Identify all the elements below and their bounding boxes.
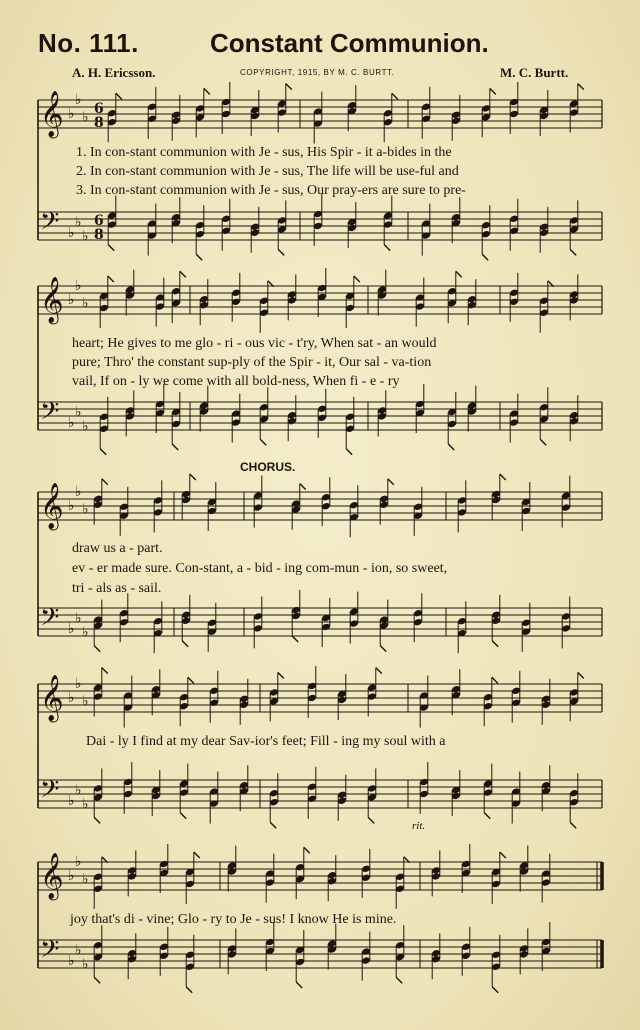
flat-icon: ♭ xyxy=(75,92,82,108)
note-flag xyxy=(346,449,352,455)
note-flag xyxy=(380,646,386,652)
flat-icon: ♭ xyxy=(68,953,75,969)
flat-icon: ♭ xyxy=(82,796,89,813)
note-flag xyxy=(180,813,186,819)
note-flag xyxy=(396,977,402,983)
flat-icon: ♭ xyxy=(82,228,89,245)
note-flag xyxy=(492,677,498,683)
note-flag xyxy=(296,982,302,988)
time-signature: 8 xyxy=(94,115,104,131)
treble-clef-icon: 𝄞 xyxy=(40,853,64,899)
flat-icon: ♭ xyxy=(82,418,89,435)
flat-icon: ♭ xyxy=(82,956,89,973)
note-flag xyxy=(278,672,284,678)
flat-icon: ♭ xyxy=(68,621,75,637)
note-flag xyxy=(500,474,506,480)
note-flag xyxy=(492,641,498,647)
lyric-verse2-line3: ev - er made sure. Con-stant, a - bid - ing com-mun - ion, so sweet, xyxy=(72,561,448,576)
note-flag xyxy=(570,822,576,828)
lyric-verse2-line1: 2. In con-stant communion with Je - sus, The life will be use-ful and xyxy=(76,164,459,179)
hymn-title: Constant Communion. xyxy=(210,28,489,58)
flat-icon: ♭ xyxy=(68,868,75,884)
flat-icon: ♭ xyxy=(75,610,82,627)
time-signature: 6 xyxy=(94,101,104,117)
note-flag xyxy=(180,271,186,277)
note-flag xyxy=(270,822,276,828)
flat-icon: ♭ xyxy=(68,292,75,308)
time-signature: 6 xyxy=(94,213,104,229)
lyric-verse1-line3: draw us a - part. xyxy=(72,541,163,556)
note-flag xyxy=(94,646,100,652)
bass-clef-icon: 𝄢 xyxy=(40,397,60,432)
note-flag xyxy=(368,817,374,823)
note-flag xyxy=(482,254,488,260)
note-flag xyxy=(304,847,310,853)
flat-icon: ♭ xyxy=(82,295,89,312)
note-flag xyxy=(492,987,498,993)
note-flag xyxy=(354,276,360,282)
flat-icon: ♭ xyxy=(68,498,75,514)
note-flag xyxy=(384,245,390,251)
note-flag xyxy=(484,813,490,819)
note-flag xyxy=(278,249,284,255)
note-flag xyxy=(116,93,122,99)
note-flag xyxy=(456,271,462,277)
note-flag xyxy=(500,852,506,858)
note-flag xyxy=(490,88,496,94)
note-flag xyxy=(108,245,114,251)
lyric-verse3-line2: vail, If on - ly we come with all bold-ness, When fi - e - ry xyxy=(72,374,400,389)
flat-icon: ♭ xyxy=(75,404,82,421)
bass-clef-icon: 𝄢 xyxy=(40,935,60,970)
flat-icon: ♭ xyxy=(68,106,75,122)
note-flag xyxy=(260,439,266,445)
note-flag xyxy=(292,636,298,642)
copyright-notice: COPYRIGHT, 1915, BY M. C. BURTT. xyxy=(240,68,395,77)
flat-icon: ♭ xyxy=(75,214,82,231)
flat-icon: ♭ xyxy=(82,871,89,888)
lyric-chorus-line1: Dai - ly I find at my dear Sav-ior's feet; Fill - ing my soul with a xyxy=(86,734,446,749)
flat-icon: ♭ xyxy=(82,501,89,518)
note-flag xyxy=(204,88,210,94)
note-flag xyxy=(172,444,178,450)
note-flag xyxy=(102,668,108,674)
note-flag xyxy=(578,84,584,90)
note-flag xyxy=(102,479,108,485)
chorus-label: CHORUS. xyxy=(240,460,296,474)
flat-icon: ♭ xyxy=(75,278,82,294)
lyric-verse2-line2: pure; Thro' the constant sup-ply of the Spir - it, Our sal - va-tion xyxy=(72,355,432,370)
composer-credit: M. C. Burtt. xyxy=(500,65,569,80)
note-flag xyxy=(540,439,546,445)
lyric-verse1-line2: heart; He gives to me glo - ri - ous vic - t'ry, When sat - an would xyxy=(72,336,437,351)
note-flag xyxy=(448,444,454,450)
flat-icon: ♭ xyxy=(68,690,75,706)
flat-icon: ♭ xyxy=(75,854,82,870)
time-signature: 8 xyxy=(94,227,104,243)
note-flag xyxy=(94,817,100,823)
treble-clef-icon: 𝄞 xyxy=(40,277,64,323)
flat-icon: ♭ xyxy=(75,676,82,692)
flat-icon: ♭ xyxy=(82,693,89,710)
note-flag xyxy=(300,484,306,490)
note-flag xyxy=(100,449,106,455)
flat-icon: ♭ xyxy=(68,225,75,241)
note-flag xyxy=(388,479,394,485)
note-flag xyxy=(108,276,114,282)
treble-clef-icon: 𝄞 xyxy=(40,483,64,529)
note-flag xyxy=(286,84,292,90)
ritardando-mark: rit. xyxy=(412,820,426,832)
note-flag xyxy=(196,254,202,260)
note-flag xyxy=(392,93,398,99)
note-flag xyxy=(94,977,100,983)
treble-clef-icon: 𝄞 xyxy=(40,91,64,137)
treble-clef-icon: 𝄞 xyxy=(40,675,64,721)
lyric-verse3-line3: tri - als as - sail. xyxy=(72,581,162,596)
flat-icon: ♭ xyxy=(68,415,75,431)
lyric-verse1-line1: 1. In con-stant communion with Je - sus, His Spir - it a-bides in the xyxy=(76,145,452,160)
author-credit: A. H. Ericsson. xyxy=(72,65,156,80)
flat-icon: ♭ xyxy=(82,109,89,126)
flat-icon: ♭ xyxy=(75,782,82,799)
hymn-number: No. 111. xyxy=(38,28,139,58)
note-flag xyxy=(578,672,584,678)
flat-icon: ♭ xyxy=(68,793,75,809)
bass-clef-icon: 𝄢 xyxy=(40,775,60,810)
lyric-chorus-line2: joy that's di - vine; Glo - ry to Je - sus! I know He is mine. xyxy=(70,912,397,927)
note-flag xyxy=(186,987,192,993)
lyric-verse3-line1: 3. In con-stant communion with Je - sus, Our pray-ers are sure to pre- xyxy=(76,183,466,198)
flat-icon: ♭ xyxy=(75,942,82,959)
note-flag xyxy=(194,852,200,858)
note-flag xyxy=(376,668,382,674)
note-flag xyxy=(182,641,188,647)
flat-icon: ♭ xyxy=(82,624,89,641)
note-flag xyxy=(570,249,576,255)
bass-clef-icon: 𝄢 xyxy=(40,207,60,242)
bass-clef-icon: 𝄢 xyxy=(40,603,60,638)
note-flag xyxy=(188,677,194,683)
note-flag xyxy=(190,474,196,480)
flat-icon: ♭ xyxy=(75,484,82,500)
